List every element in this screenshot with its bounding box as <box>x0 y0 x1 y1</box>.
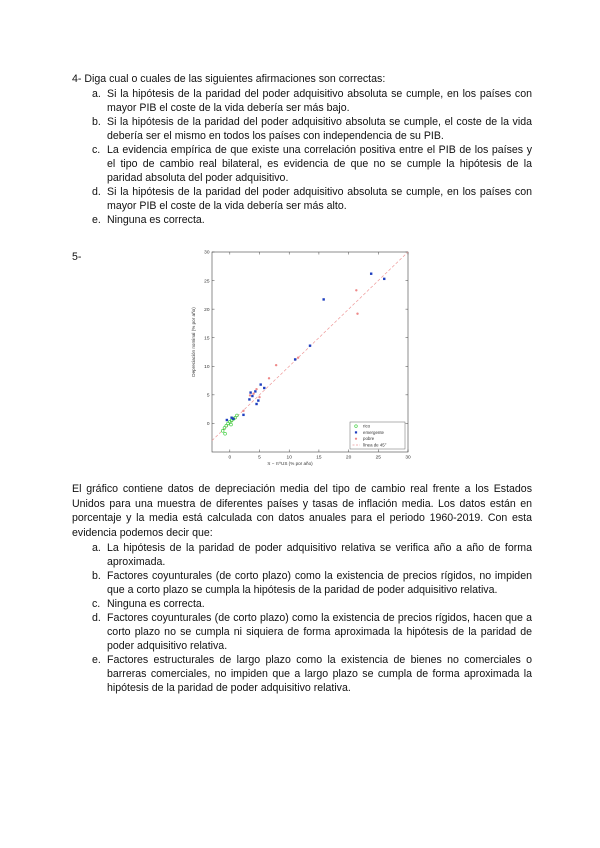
y-tick-label: 0 <box>206 422 210 428</box>
x-tick-label: 5 <box>258 455 261 461</box>
x-tick-label: 10 <box>286 455 292 461</box>
option-letter: c. <box>92 598 101 610</box>
question-4-title: 4- Diga cual o cuales de las siguientes afirmaciones son correctas: <box>72 73 386 85</box>
option-text: Factores coyunturales (de corto plazo) como la existencia de precios rígidos, hacen que a corto plazo no se cumpla ni siquiera de forma aproximada la hipótesis de la paridad de poder adquisitivo relativa. <box>107 612 532 652</box>
x-tick-label: 30 <box>405 455 411 461</box>
legend-label-pobre: pobre <box>363 436 375 442</box>
y-tick-label: 20 <box>204 307 210 313</box>
point-pobre <box>275 364 277 366</box>
option-letter: e. <box>92 214 101 226</box>
option-letter: b. <box>92 570 101 582</box>
point-emergente <box>263 387 265 389</box>
option-4a <box>72 87 532 115</box>
point-pobre <box>242 410 244 412</box>
point-emergente <box>255 403 257 405</box>
option-letter: d. <box>92 186 101 198</box>
point-emergente <box>309 345 311 347</box>
option-text: Factores estructurales de largo plazo como la existencia de bienes no comerciales o barreras comerciales, no impiden que a largo plazo se cumpla de forma aproximada la hipótesis de la paridad de poder adquisitivo relativa. <box>107 654 532 694</box>
x-tick-label: 15 <box>316 455 322 461</box>
option-letter: c. <box>92 144 101 156</box>
point-pobre <box>356 313 358 315</box>
option-text: Si la hipótesis de la paridad del poder adquisitivo absoluta se cumple, en los países con mayor PIB el coste de la vida debería ser más bajo. <box>107 88 532 114</box>
point-emergente <box>322 298 324 300</box>
x-tick-label: 0 <box>228 455 232 461</box>
x-tick-label: 25 <box>375 455 381 461</box>
point-emergente <box>232 418 234 420</box>
y-tick-label: 30 <box>204 250 210 256</box>
legend-marker-pobre <box>355 438 357 440</box>
point-pobre <box>252 393 254 395</box>
option-letter: d. <box>92 612 101 624</box>
point-pobre <box>268 377 270 379</box>
point-pobre <box>255 388 257 390</box>
point-emergente <box>370 273 372 275</box>
option-4d <box>72 185 532 213</box>
legend-label-rico: rico <box>363 423 371 429</box>
option-5e <box>72 653 532 695</box>
option-5c <box>72 597 532 611</box>
point-emergente <box>257 399 259 401</box>
y-tick-label: 10 <box>204 364 210 370</box>
point-emergente <box>242 414 244 416</box>
point-pobre <box>258 396 260 398</box>
point-pobre <box>249 394 251 396</box>
point-emergente <box>251 395 253 397</box>
legend-marker-emergente <box>355 431 357 433</box>
x-tick-label: 20 <box>345 455 352 461</box>
point-emergente <box>249 391 251 393</box>
legend-label-emergente: emergente <box>363 429 384 435</box>
chart-legend <box>350 422 405 449</box>
question-4-options <box>72 87 532 227</box>
point-emergente <box>254 390 256 392</box>
option-text: La hipótesis de la paridad de poder adquisitivo relativa se verifica año a año de forma aproximada. <box>107 542 532 568</box>
point-pobre <box>355 289 357 291</box>
question-5-description: El gráfico contiene datos de depreciación media del tipo de cambio real frente a los Estados Unidos para una muestra de diferentes países y tasas de inflación media. Los datos están en porcentaje y la media está calculada con datos anuales para el periodo 1960-2019. Con esta evidencia podemos decir que: <box>72 483 532 539</box>
option-4c <box>72 143 532 185</box>
option-letter: b. <box>92 116 101 128</box>
legend-label-line: línea de 45° <box>363 442 387 448</box>
point-emergente <box>294 358 296 360</box>
option-4b <box>72 115 532 143</box>
option-4e <box>72 213 532 227</box>
option-text: Si la hipótesis de la paridad del poder adquisitivo absoluta se cumple, en los países con mayor PIB el coste de la vida debería ser más alto. <box>107 186 532 212</box>
y-axis-label: Depreciación nominal (% por año) <box>191 307 196 377</box>
y-tick-label: 5 <box>206 393 210 399</box>
option-letter: a. <box>92 88 101 100</box>
option-text: Ninguna es correcta. <box>107 214 205 226</box>
option-text: Ninguna es correcta. <box>107 598 205 610</box>
question-5-number: 5- <box>72 251 82 263</box>
option-5d <box>72 611 532 653</box>
question-5-options <box>72 541 532 695</box>
point-emergente <box>260 383 262 385</box>
option-letter: e. <box>92 654 101 666</box>
point-pobre <box>297 357 299 359</box>
scatter-chart <box>186 246 414 468</box>
y-tick-label: 15 <box>204 336 210 342</box>
point-emergente <box>226 419 228 421</box>
option-letter: a. <box>92 542 101 554</box>
option-5a <box>72 541 532 569</box>
x-axis-label: π − π^US (% por año) <box>267 461 313 466</box>
option-text: La evidencia empírica de que existe una correlación positiva entre el PIB de los países y el tipo de cambio real bilateral, es evidencia de que no se cumple la hipótesis de la paridad absoluta del poder adquisitivo. <box>107 144 532 184</box>
option-text: Factores coyunturales (de corto plazo) como la existencia de precios rígidos, no impiden que a corto plazo se cumpla la hipótesis de la paridad de poder adquisitivo relativa. <box>107 570 532 596</box>
y-tick-label: 25 <box>204 279 210 285</box>
point-emergente <box>383 278 385 280</box>
option-text: Si la hipótesis de la paridad del poder adquisitivo absoluta se cumple, el coste de la vida debería ser el mismo en todos los países con independencia de su PIB. <box>107 116 532 142</box>
point-emergente <box>248 398 250 400</box>
option-5b <box>72 569 532 597</box>
